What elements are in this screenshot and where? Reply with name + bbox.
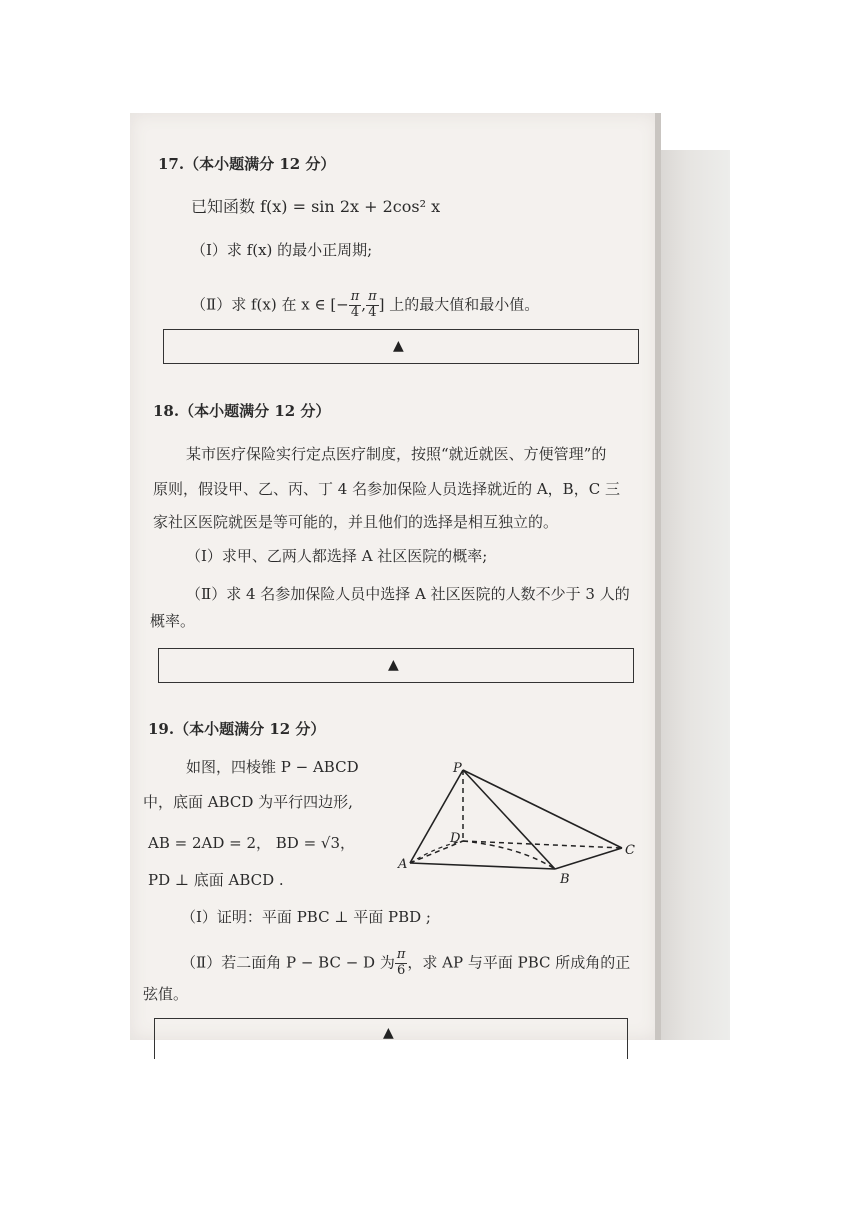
answer-triangle-icon: ▲ bbox=[388, 657, 399, 673]
edge-BC bbox=[555, 848, 622, 869]
q19-part2-suffix: ，求 AP 与平面 PBC 所成角的正 bbox=[407, 953, 631, 972]
q18-line2: 原则，假设甲、乙、丙、丁 4 名参加保险人员选择就近的 A，B，C 三 bbox=[153, 480, 620, 498]
q17-heading: 17.（本小题满分 12 分） bbox=[158, 155, 336, 173]
answer-triangle-icon: ▲ bbox=[383, 1025, 394, 1041]
edge-AB bbox=[410, 863, 555, 869]
q18-part1: （Ⅰ）求甲、乙两人都选择 A 社区医院的概率; bbox=[186, 547, 488, 565]
q17-part2-prefix: （Ⅱ）求 f(x) 在 x ∈ [− bbox=[191, 295, 349, 314]
q17-fraction-2 bbox=[366, 290, 379, 321]
frac-numerator: π bbox=[368, 289, 377, 304]
q19-line3: AB = 2AD = 2， BD = √3， bbox=[148, 834, 356, 852]
frac-denominator: 4 bbox=[368, 304, 377, 320]
q19-part1: （Ⅰ）证明：平面 PBC ⊥ 平面 PBD ; bbox=[181, 908, 431, 926]
frac-numerator: π bbox=[350, 289, 360, 304]
label-D: D bbox=[450, 831, 461, 846]
label-P: P bbox=[453, 761, 462, 776]
edge-PC bbox=[463, 770, 622, 848]
q17-function-line: 已知函数 f(x) = sin 2x + 2cos² x bbox=[191, 197, 441, 216]
q17-part2: （Ⅱ）求 f(x) 在 x ∈ [− $\frac{\pi}{4}$ , $\frac{\pi}{4}$ ] 上的最大值和最小值。 bbox=[191, 289, 540, 320]
q19-part2-line2: 弦值。 bbox=[143, 985, 189, 1003]
q18-line3: 家社区医院就医是等可能的，并且他们的选择是相互独立的。 bbox=[153, 513, 559, 531]
edge-PA bbox=[410, 770, 463, 863]
q18-answer-box[interactable] bbox=[158, 648, 634, 683]
q17-fraction-1 bbox=[349, 290, 362, 321]
scan-shadow bbox=[658, 150, 730, 1040]
label-B: B bbox=[560, 872, 570, 885]
q19-heading: 19.（本小题满分 12 分） bbox=[148, 720, 326, 738]
q19-line4: PD ⊥ 底面 ABCD . bbox=[148, 871, 284, 889]
q17-answer-box[interactable] bbox=[163, 329, 639, 364]
q17-part1: （Ⅰ）求 f(x) 的最小正周期; bbox=[191, 241, 373, 259]
label-A: A bbox=[398, 857, 408, 872]
q19-fraction bbox=[395, 948, 408, 979]
q18-heading: 18.（本小题满分 12 分） bbox=[153, 402, 331, 420]
edge-PB bbox=[463, 770, 555, 869]
q18-part2-line2: 概率。 bbox=[150, 612, 196, 630]
frac-denominator: 6 bbox=[396, 962, 406, 978]
q19-part2-prefix: （Ⅱ）若二面角 P − BC − D 为 bbox=[181, 953, 395, 972]
q19-answer-box[interactable] bbox=[154, 1018, 628, 1059]
q19-line1: 如图，四棱锥 P − ABCD bbox=[186, 758, 359, 776]
q17-part2-suffix: ] 上的最大值和最小值。 bbox=[378, 295, 540, 314]
label-C: C bbox=[625, 843, 635, 858]
q19-line2: 中，底面 ABCD 为平行四边形, bbox=[143, 793, 353, 811]
q19-part2 bbox=[181, 948, 630, 979]
pyramid-figure bbox=[390, 755, 650, 885]
answer-triangle-icon: ▲ bbox=[393, 338, 404, 354]
frac-numerator: π bbox=[396, 947, 406, 962]
q18-part2-line1: （Ⅱ）求 4 名参加保险人员中选择 A 社区医院的人数不少于 3 人的 bbox=[186, 585, 630, 603]
page-edge bbox=[655, 113, 661, 1040]
q18-line1: 某市医疗保险实行定点医疗制度，按照“就近就医、方便管理”的 bbox=[186, 445, 607, 463]
edge-DC bbox=[463, 841, 622, 848]
frac-denominator: 4 bbox=[350, 304, 360, 320]
